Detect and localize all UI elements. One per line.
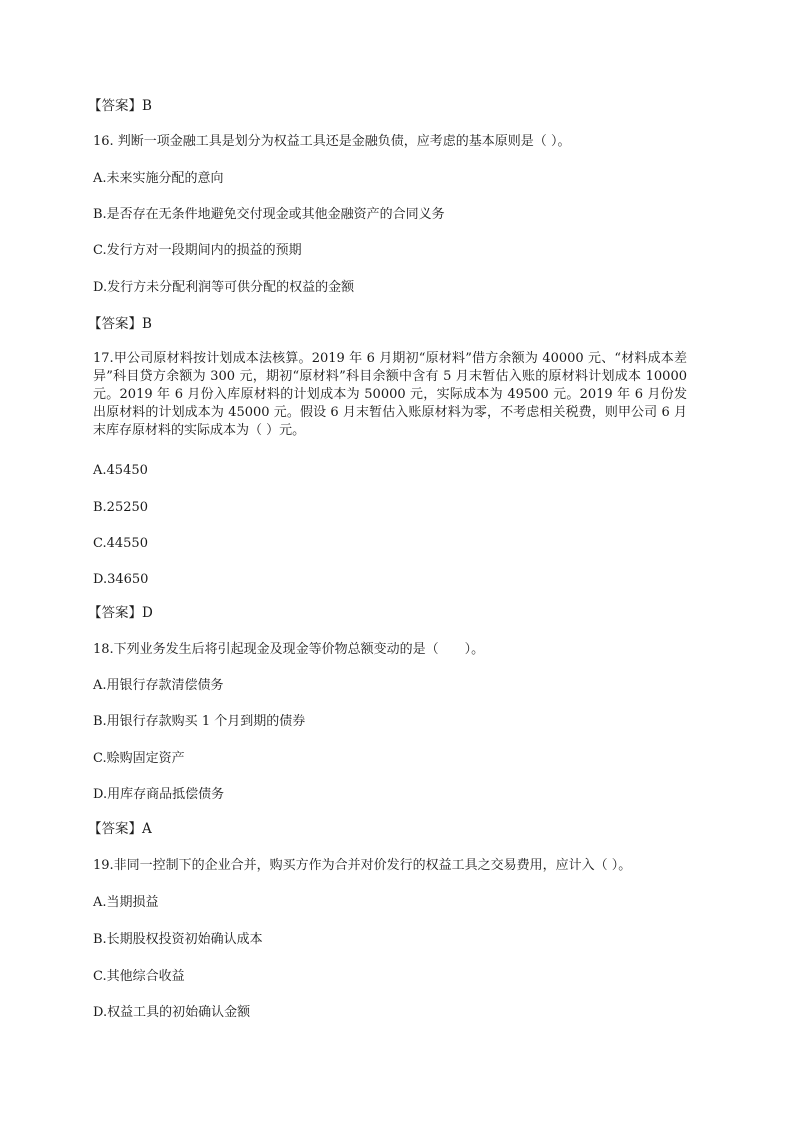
option-a: A.45450	[93, 463, 148, 478]
option-a: A.当期损益	[93, 895, 159, 910]
answer-label: 【答案】D	[88, 605, 153, 621]
option-d: D.权益工具的初始确认金额	[93, 1005, 251, 1020]
option-a: A.用银行存款清偿债务	[93, 678, 224, 693]
option-b: B.长期股权投资初始确认成本	[93, 932, 263, 947]
option-b: B.25250	[93, 500, 149, 515]
option-b: B.用银行存款购买 1 个月到期的债券	[93, 714, 306, 729]
option-d: D.发行方未分配利润等可供分配的权益的金额	[93, 280, 355, 295]
option-d: D.34650	[93, 572, 149, 587]
answer-label: 【答案】B	[88, 316, 152, 332]
option-c: C.44550	[93, 536, 148, 551]
option-c: C.其他综合收益	[93, 969, 185, 984]
option-c: C.赊购固定资产	[93, 751, 185, 766]
option-b: B.是否存在无条件地避免交付现金或其他金融资产的合同义务	[93, 207, 445, 222]
option-c: C.发行方对一段期间内的损益的预期	[93, 243, 302, 258]
answer-label: 【答案】B	[88, 98, 152, 114]
question-17-text: 17.甲公司原材料按计划成本法核算。2019 年 6 月期初“原材料”借方余额为 40000 元、“材料成本差异”科目贷方余额为 300 元，期初“原材料”科目余额中含有 5 月末暂估入账的原材料计划成本 10000 元。2019 年 6 月份入库原材料的计划成本为 50000 元，实际成本为 49500 元。2019 年 6 月份发出原材料的计划成本为 45000 元。假设 6 月末暂估入账原材料为零，不考虑相关税费，则甲公司 6 月末库存原材料的实际成本为（ ）元。	[93, 351, 687, 438]
answer-label: 【答案】A	[88, 821, 152, 837]
question-18-text: 18.下列业务发生后将引起现金及现金等价物总额变动的是（ ）。	[93, 642, 485, 657]
option-a: A.未来实施分配的意向	[93, 171, 224, 186]
option-d: D.用库存商品抵偿债务	[93, 787, 225, 802]
question-16-text: 16. 判断一项金融工具是划分为权益工具还是金融负债，应考虑的基本原则是（ ）。	[93, 134, 571, 149]
question-19-text: 19.非同一控制下的企业合并，购买方作为合并对价发行的权益工具之交易费用，应计入（ ）。	[93, 858, 632, 873]
